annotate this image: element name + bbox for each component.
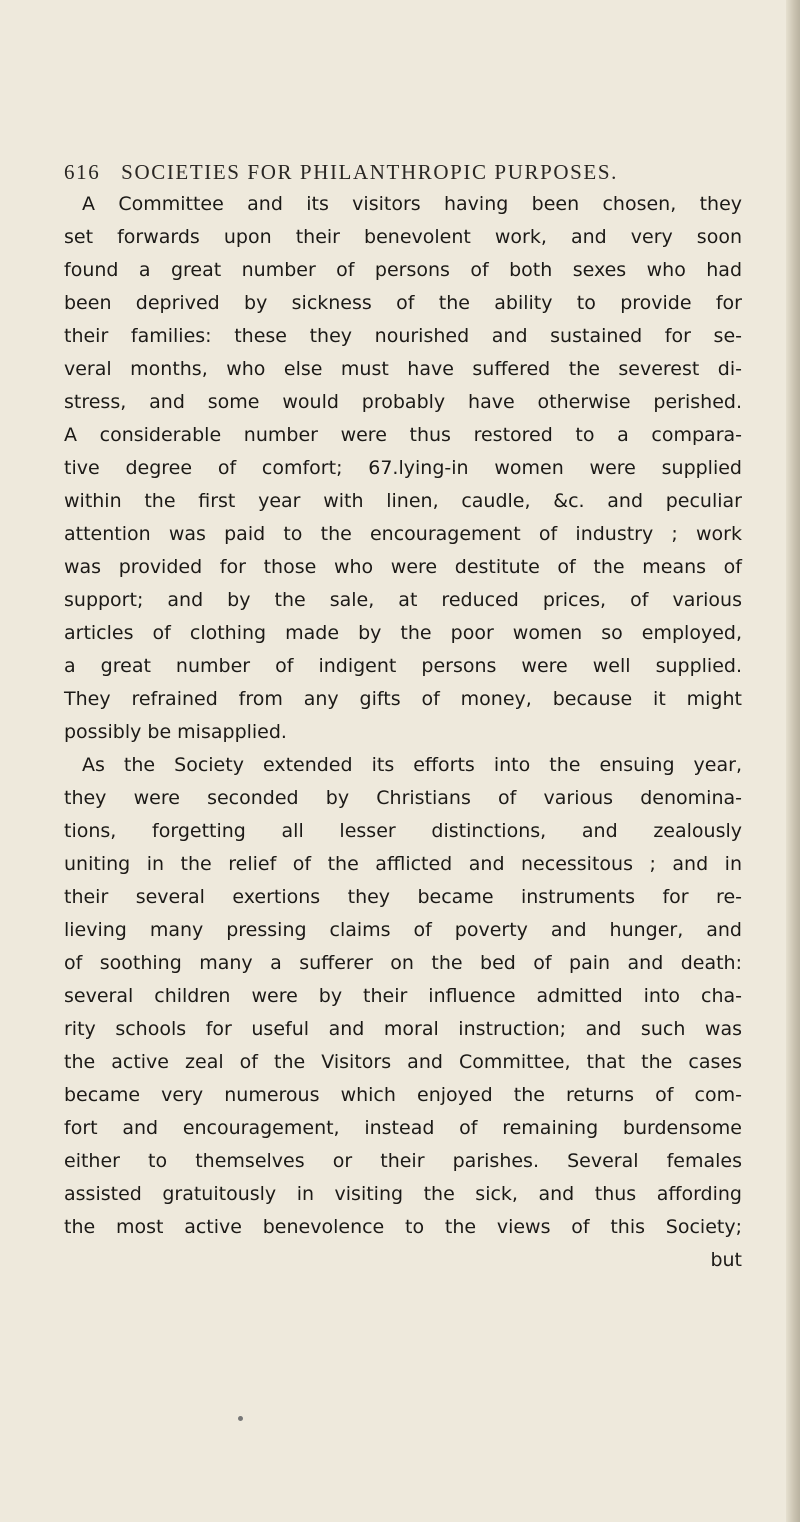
text-line: assisted gratuitously in visiting the sick, and thus affording [64, 1183, 742, 1205]
text-line: several children were by their influence admitted into cha- [64, 985, 742, 1007]
text-line: the most active benevolence to the views of this Society; [64, 1216, 742, 1238]
text-line: of soothing many a sufferer on the bed of pain and death: [64, 952, 742, 974]
text-line: support; and by the sale, at reduced prices, of various [64, 589, 742, 611]
text-line: lieving many pressing claims of poverty and hunger, and [64, 919, 742, 941]
text-line: the active zeal of the Visitors and Committee, that the cases [64, 1051, 742, 1073]
text-line: was provided for those who were destitute of the means of [64, 556, 742, 578]
text-line: A Committee and its visitors having been chosen, they [82, 193, 742, 215]
body-text [64, 188, 742, 1277]
text-line: been deprived by sickness of the ability to provide for [64, 292, 742, 314]
text-line: either to themselves or their parishes. Several females [64, 1150, 742, 1172]
text-line: veral months, who else must have suffered the severest di- [64, 358, 742, 380]
page-number: 616 [64, 160, 101, 184]
text-line: uniting in the relief of the afflicted and necessitous ; and in [64, 853, 742, 875]
catchword: but [710, 1249, 742, 1271]
text-line: attention was paid to the encouragement of industry ; work [64, 523, 742, 545]
text-line: rity schools for useful and moral instruction; and such was [64, 1018, 742, 1040]
text-line: became very numerous which enjoyed the returns of com- [64, 1084, 742, 1106]
text-line: their families: these they nourished and sustained for se- [64, 325, 742, 347]
text-line: tive degree of comfort; 67.lying-in women were supplied [64, 457, 742, 479]
text-line: found a great number of persons of both sexes who had [64, 259, 742, 281]
text-line: fort and encouragement, instead of remaining burdensome [64, 1117, 742, 1139]
ink-speck [238, 1416, 243, 1421]
text-line: articles of clothing made by the poor women so employed, [64, 622, 742, 644]
text-line: they were seconded by Christians of various denomina- [64, 787, 742, 809]
running-title: SOCIETIES FOR PHILANTHROPIC PURPOSES. [121, 160, 618, 184]
text-line: As the Society extended its efforts into the ensuing year, [82, 754, 742, 776]
text-line: their several exertions they became instruments for re- [64, 886, 742, 908]
text-line: They refrained from any gifts of money, because it might [64, 688, 742, 710]
text-line: set forwards upon their benevolent work, and very soon [64, 226, 742, 248]
page-edge [786, 0, 800, 1522]
text-line: A considerable number were thus restored to a compara- [64, 424, 742, 446]
text-line: stress, and some would probably have otherwise perished. [64, 391, 742, 413]
text-line: tions, forgetting all lesser distinctions, and zealously [64, 820, 742, 842]
text-line: a great number of indigent persons were well supplied. [64, 655, 742, 677]
running-header [64, 160, 724, 185]
text-line: possibly be misapplied. [64, 721, 287, 743]
text-line: within the first year with linen, caudle, &c. and peculiar [64, 490, 742, 512]
